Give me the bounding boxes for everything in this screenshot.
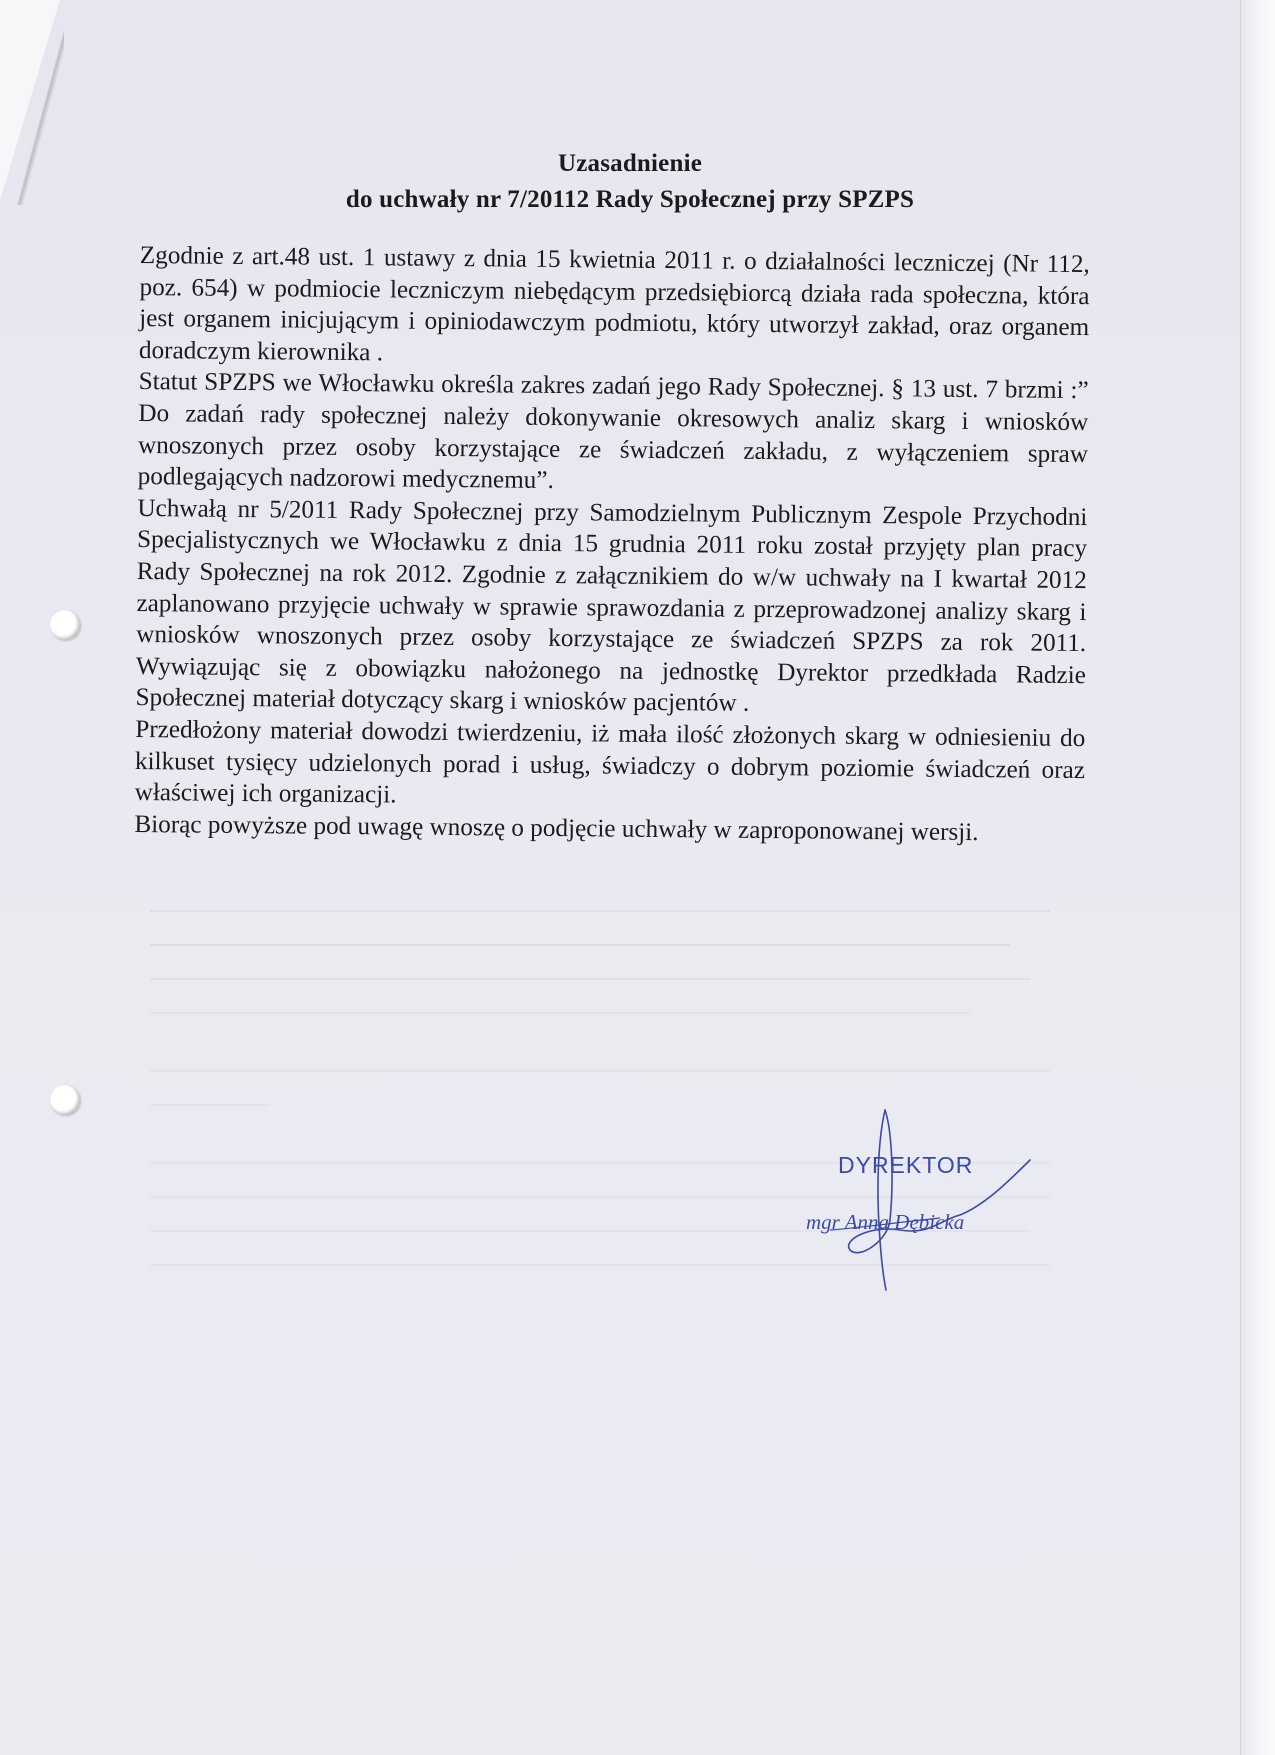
stamp-name: mgr Anna Dębicka — [806, 1210, 965, 1234]
punch-hole-bottom — [50, 1085, 80, 1115]
stamp-title: DYREKTOR — [838, 1152, 974, 1178]
document-title: Uzasadnienie — [557, 150, 703, 177]
page-edge — [1240, 0, 1275, 1755]
paragraph-work-plan: Uchwałą nr 5/2011 Rady Społecznej przy Samodzielnym Publicznym Zespole Przychodni Specjalistycznych we Włocławku z dnia 15 grudnia 2011 roku został przyjęty plan pracy Rady Społecznej na rok 2012. Zgodnie z załącznikiem do w/w uchwały na I kwartał 2012 zaplanowano przyjęcie uchwały w sprawie sprawozdania z przeprowadzonej analizy skarg i wniosków wnoszonych przez osoby korzystające ze świadczeń SPZPS za rok 2011. Wywiązując się z obowiązku nałożonego na jednostkę Dyrektor przedkłada Radzie Społecznej materiał dotyczący skarg i wniosków pacjentów . — [135, 494, 1088, 718]
paragraph-statute: Statut SPZPS we Włocławku określa zakres zadań jego Rady Społecznej. § 13 ust. 7 brzmi :” Do zadań rady społecznej należy dokonywanie okresowych analiz skarg i wniosków wnoszonych przez osoby korzystające ze świadczeń zakładu, z wyłączeniem spraw podlegających nadzorowi medycznemu”. — [137, 368, 1089, 495]
fold-shadow — [0, 0, 64, 205]
document-body — [134, 240, 1090, 849]
punch-hole-top — [50, 610, 80, 640]
handwritten-signature — [790, 1100, 1050, 1300]
paragraph-motion: Biorąc powyższe pod uwagę wnoszę o podjęcie uchwały w zaproponowanej wersji. — [134, 810, 979, 846]
document-subtitle: do uchwały nr 7/20112 Rady Społecznej przy SPZPS — [345, 186, 915, 213]
paragraph-legal-basis: Zgodnie z art.48 ust. 1 ustawy z dnia 15 kwietnia 2011 r. o działalności leczniczej (Nr 112, poz. 654) w podmiocie leczniczym niebędącym przedsiębiorcą działa rada społeczna, która jest organem inicjującym i opiniodawczym podmiotu, który utworzył zakład, oraz organem doradczym kierownika . — [138, 241, 1090, 367]
paragraph-conclusion: Przedłożony materiał dowodzi twierdzeniu, iż mała ilość złożonych skarg w odniesieniu do kilkuset tysięcy udzielonych porad i usług, świadczy o dobrym poziomie świadczeń oraz właściwej ich organizacji. — [134, 715, 1086, 809]
